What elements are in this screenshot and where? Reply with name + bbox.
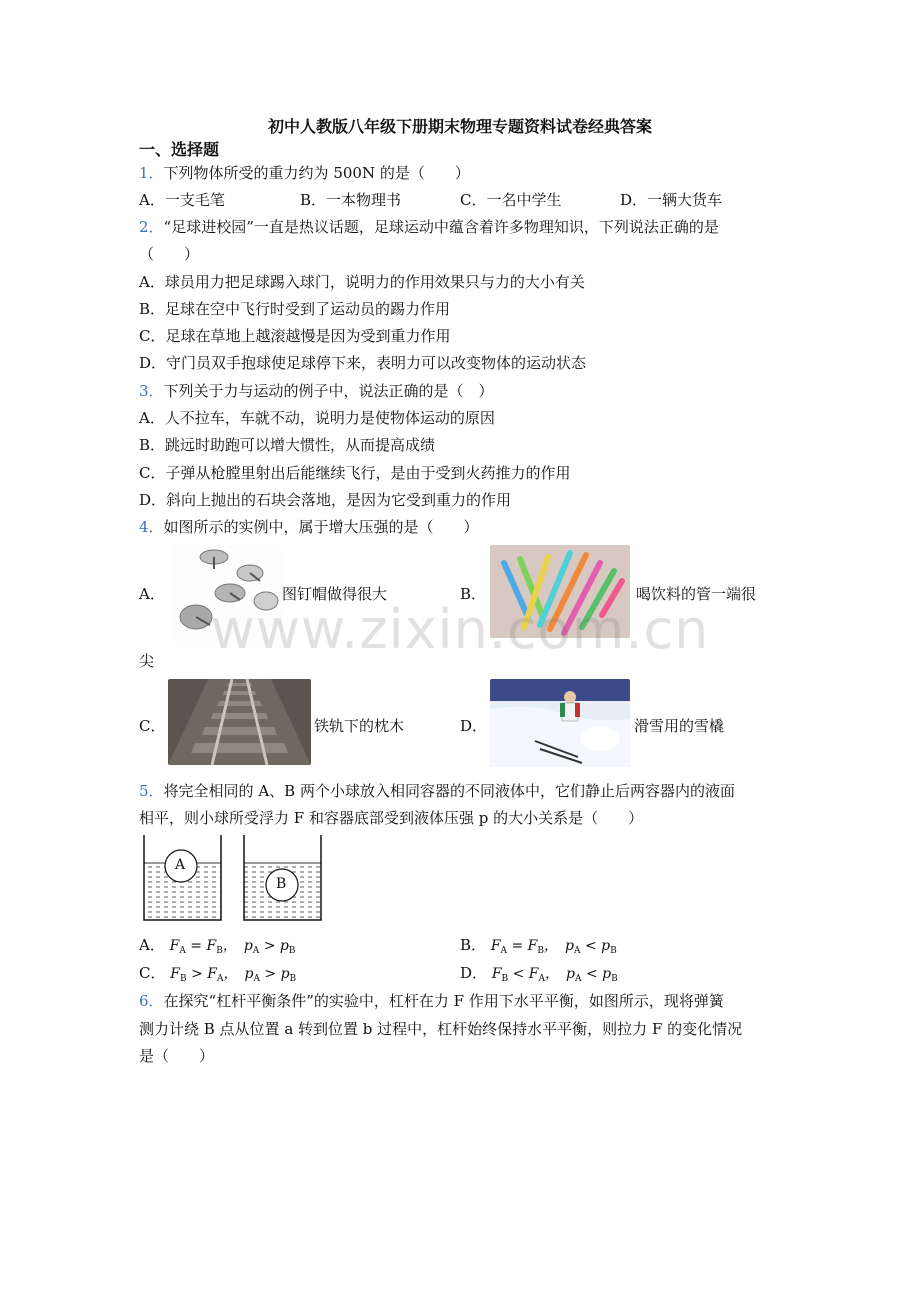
q4-option-b-text: 喝饮料的管一端很 (636, 585, 757, 603)
q3-option-b[interactable]: B．跳远时助跑可以增大惯性，从而提高成绩 (139, 436, 436, 454)
question-stem-cont: 测力计绕 B 点从位置 a 转到位置 b 过程中，杠杆始终保持水平平衡，则拉力 F 的变化情况 (139, 1020, 743, 1038)
q4-option-b-text-cont: 尖 (139, 652, 155, 670)
ball-a-label: A (175, 857, 186, 873)
question-stem: 下列物体所受的重力约为 500N 的是（ ） (163, 164, 470, 182)
question-stem-cont: （ ） (139, 245, 200, 263)
q5-option-c[interactable]: C． $F_B > F_A$， $p_A > p_B$ (139, 964, 297, 984)
q2-option-a[interactable]: A．球员用力把足球踢入球门，说明力的作用效果只与力的大小有关 (139, 273, 585, 291)
q3-option-a[interactable]: A．人不拉车，车就不动，说明力是使物体运动的原因 (139, 409, 495, 427)
watermark: www.zixin.com.cn (210, 598, 710, 661)
q2-option-c[interactable]: C．足球在草地上越滚越慢是因为受到重力作用 (139, 327, 451, 345)
question-stem-cont: 是（ ） (139, 1047, 215, 1065)
containers-diagram (139, 835, 329, 925)
question-5 (139, 780, 735, 801)
question-stem: 将完全相同的 A、B 两个小球放入相同容器的不同液体中，它们静止后两容器内的液面 (163, 782, 735, 800)
question-3 (139, 380, 494, 401)
question-number: 3． (139, 382, 164, 400)
question-number: 5． (139, 782, 164, 800)
q4-option-d-letter[interactable]: D． (460, 717, 488, 735)
question-6 (139, 990, 724, 1011)
q3-option-d[interactable]: D．斜向上抛出的石块会落地，是因为它受到重力的作用 (139, 491, 512, 509)
option-letter: B． (460, 936, 487, 954)
q1-option-c[interactable]: C．一名中学生 (460, 191, 562, 209)
ball-b-label: B (276, 876, 287, 892)
question-number: 2． (139, 218, 164, 236)
section-heading: 一、选择题 (139, 140, 220, 159)
option-letter: C． (139, 964, 166, 982)
question-1 (139, 162, 470, 183)
q5-option-a[interactable]: A． $F_A = F_B$， $p_A > p_B$ (139, 936, 296, 956)
railway-sleepers-image (168, 679, 311, 765)
q1-option-b[interactable]: B．一本物理书 (300, 191, 402, 209)
question-number: 1． (139, 164, 164, 182)
q4-option-a-letter[interactable]: A． (139, 585, 165, 603)
q4-option-c-letter[interactable]: C． (139, 717, 166, 735)
q2-option-d[interactable]: D．守门员双手抱球使足球停下来，表明力可以改变物体的运动状态 (139, 354, 587, 372)
question-number: 4． (139, 518, 164, 536)
q1-option-a[interactable]: A．一支毛笔 (139, 191, 225, 209)
q3-option-c[interactable]: C．子弹从枪膛里射出后能继续飞行，是由于受到火药推力的作用 (139, 464, 571, 482)
question-stem: 下列关于力与运动的例子中，说法正确的是（ ） (163, 382, 494, 400)
question-stem: 如图所示的实例中，属于增大压强的是（ ） (163, 518, 479, 536)
q2-option-b[interactable]: B．足球在空中飞行时受到了运动员的踢力作用 (139, 300, 451, 318)
q4-option-c-text: 铁轨下的枕木 (314, 717, 405, 735)
option-letter: A． (139, 936, 165, 954)
question-4 (139, 516, 479, 537)
page-title: 初中人教版八年级下册期末物理专题资料试卷经典答案 (267, 117, 652, 136)
question-number: 6． (139, 992, 164, 1010)
q4-option-d-text: 滑雪用的雪橇 (634, 717, 725, 735)
question-stem: 在探究“杠杆平衡条件”的实验中，杠杆在力 F 作用下水平平衡，如图所示，现将弹簧 (163, 992, 724, 1010)
q4-option-b-letter[interactable]: B． (460, 585, 487, 603)
q4-option-a-text: 图钉帽做得很大 (282, 585, 388, 603)
q1-option-d[interactable]: D．一辆大货车 (620, 191, 723, 209)
option-letter: D． (460, 964, 488, 982)
ski-image (490, 679, 630, 767)
q5-option-b[interactable]: B． $F_A = F_B$， $p_A < p_B$ (460, 936, 617, 956)
question-2 (139, 216, 719, 237)
question-stem-cont: 相平，则小球所受浮力 F 和容器底部受到液体压强 p 的大小关系是（ ） (139, 809, 644, 827)
q5-option-d[interactable]: D． $F_B < F_A$， $p_A < p_B$ (460, 964, 618, 984)
question-stem: “足球进校园”一直是热议话题，足球运动中蕴含着许多物理知识，下列说法正确的是 (163, 218, 719, 236)
